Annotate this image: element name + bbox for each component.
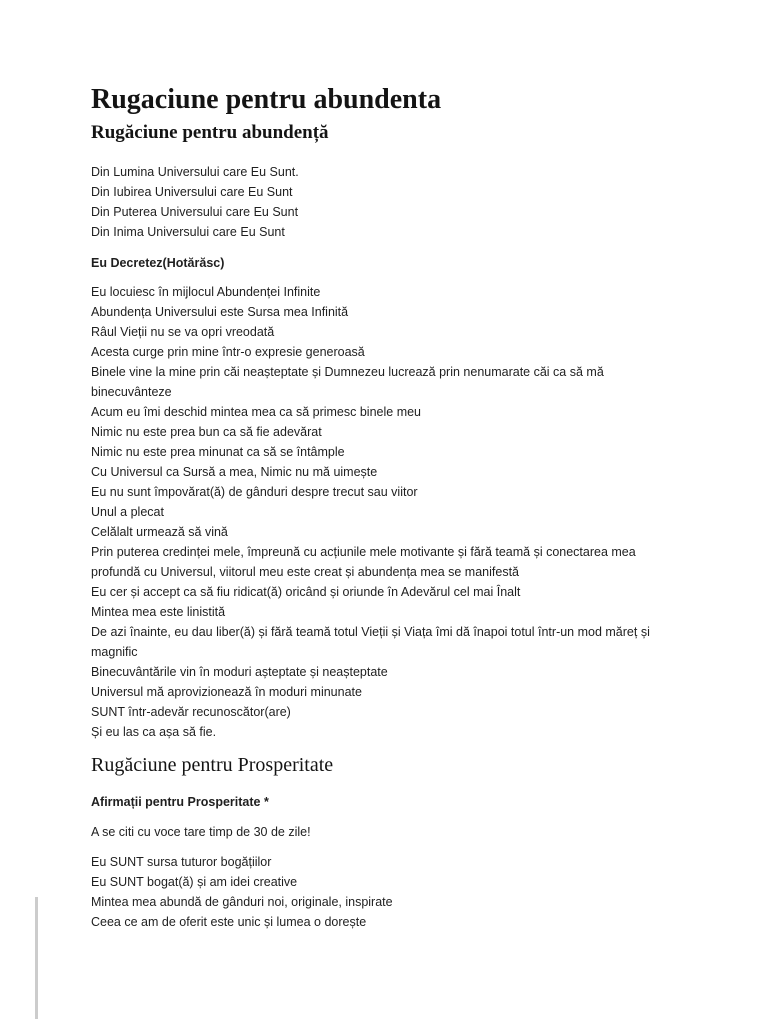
affirmations-heading: Afirmații pentru Prosperitate * [91,794,269,809]
text-line: Binecuvântările vin în moduri așteptate și neașteptate [91,664,388,679]
text-line: Acum eu îmi deschid mintea mea ca să primesc binele meu [91,404,422,419]
document-title: Rugaciune pentru abundenta [91,84,442,115]
text-line: Celălalt urmează să vină [91,524,228,539]
text-line: Universul mă aprovizionează în moduri minunate [91,684,362,699]
text-line: Din Lumina Universului care Eu Sunt. [91,164,299,179]
intro-lines [91,162,683,242]
document-subtitle: Rugăciune pentru abundență [91,122,329,144]
text-line: Eu SUNT bogat(ă) și am idei creative [91,874,298,889]
page-edge-artifact [35,897,38,1019]
text-line: Mintea mea abundă de gânduri noi, originale, inspirate [91,894,393,909]
text-line: Cu Universul ca Sursă a mea, Nimic nu mă uimește [91,464,378,479]
text-line: Eu cer și accept ca să fiu ridicat(ă) oricând și oriunde în Adevărul cel mai Înalt [91,584,521,599]
instruction-line: A se citi cu voce tare timp de 30 de zile! [91,824,311,839]
text-line: Eu SUNT sursa tuturor bogățiilor [91,854,272,869]
text-line: SUNT într-adevăr recunoscător(are) [91,704,291,719]
text-line: Mintea mea este linistită [91,604,226,619]
section-title-prosperity: Rugăciune pentru Prosperitate [91,753,334,776]
text-line: Eu nu sunt împovărat(ă) de gânduri despre trecut sau viitor [91,484,418,499]
text-line: Ceea ce am de oferit este unic și lumea o dorește [91,914,367,929]
decree-lines [91,282,683,742]
text-line: De azi înainte, eu dau liber(ă) și fără teamă totul Vieții și Viața îmi dă înapoi totul într-un mod măreț și magnific [91,624,650,659]
text-line: Nimic nu este prea bun ca să fie adevărat [91,424,322,439]
decree-heading: Eu Decretez(Hotărăsc) [91,255,225,270]
text-line: Din Puterea Universului care Eu Sunt [91,204,299,219]
text-line: Și eu las ca așa să fie. [91,724,217,739]
text-line: Prin puterea credinței mele, împreună cu acțiunile mele motivante și fără teamă și conectarea mea profundă cu Universul, viitorul meu este creat și abundența mea se manifestă [91,544,636,579]
text-line: Din Inima Universului care Eu Sunt [91,224,285,239]
affirmation-lines [91,852,683,932]
text-line: Acesta curge prin mine într-o expresie generoasă [91,344,365,359]
text-line: Din Iubirea Universului care Eu Sunt [91,184,293,199]
text-line: Râul Vieții nu se va opri vreodată [91,324,275,339]
text-line: Abundența Universului este Sursa mea Infinită [91,304,349,319]
text-line: Binele vine la mine prin căi neașteptate și Dumnezeu lucrează prin nenumarate căi ca să mă binecuvânteze [91,364,604,399]
text-line: Eu locuiesc în mijlocul Abundenței Infinite [91,284,321,299]
text-line: Unul a plecat [91,504,164,519]
text-line: Nimic nu este prea minunat ca să se întâmple [91,444,345,459]
